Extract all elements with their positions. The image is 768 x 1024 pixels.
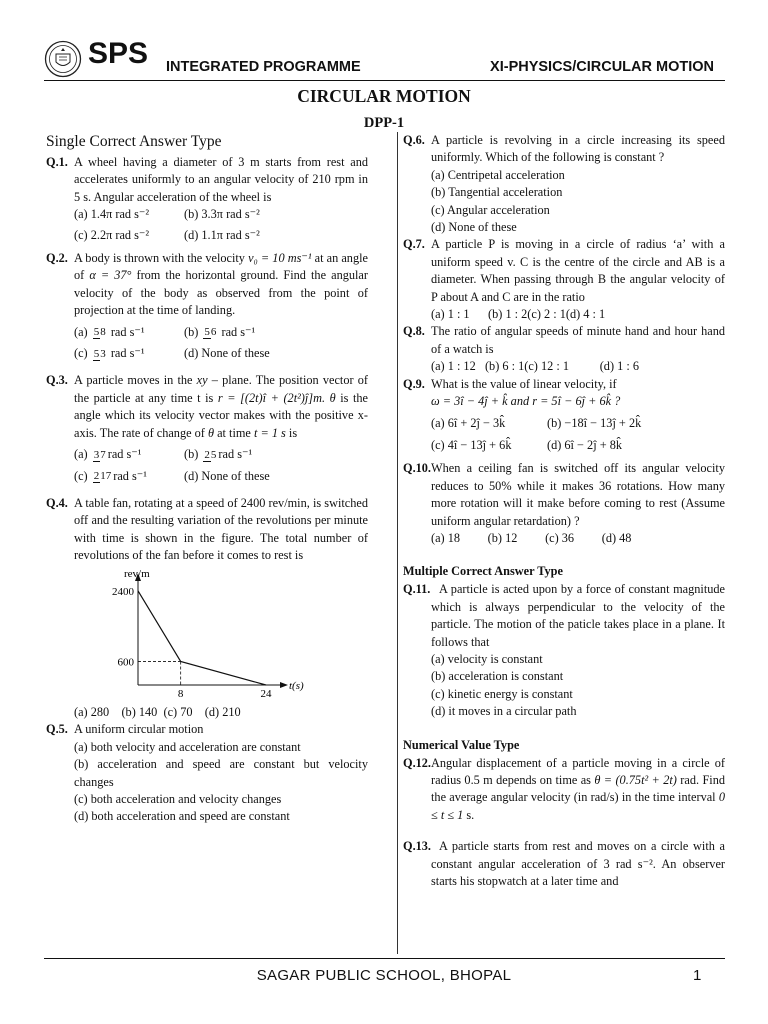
option-c: (c) 217 rad s⁻¹ [74, 468, 147, 483]
question-text: at time [214, 425, 254, 440]
question-number: Q.6. [403, 133, 425, 147]
question-text: A particle starts from rest and moves on a circle with a constant angular acceleration of 3 rad s⁻². An observer starts his stopwatch at a later time and [431, 839, 725, 889]
option-b: (b) acceleration is constant [431, 669, 564, 684]
brand-name: SPS [88, 37, 149, 70]
option-b: (b) 3.3π rad s⁻² [184, 207, 260, 222]
question-number: Q.10. [403, 461, 432, 476]
question-text: A particle P is moving in a circle of radius ‘a’ with a uniform speed v. C is the centre of the circle and AB is a diameter. When passing through B the angular velocity of P about A and C are in the ratio [431, 237, 725, 304]
options-q7 [403, 306, 725, 323]
option-a: (a) 1.4π rad s⁻² [74, 207, 150, 222]
option-a: (a) both velocity and acceleration are constant [74, 739, 301, 754]
option-a: (a) 58 rad s⁻¹ [74, 324, 145, 339]
option-d: (d) None of these [184, 468, 270, 483]
option-c: (c) kinetic energy is constant [431, 686, 573, 701]
section-heading-single: Single Correct Answer Type [46, 133, 222, 150]
question-text: Angular displacement of a particle moving in a circle of radius 0.5 m depends on time as [431, 755, 725, 787]
page-header [0, 0, 768, 92]
math-expression: xy [196, 373, 208, 388]
options-q2 [46, 324, 368, 363]
question-10 [403, 460, 725, 530]
subject-name: XI-PHYSICS/CIRCULAR MOTION [490, 59, 714, 75]
math-expression: v₀ = 10 ms⁻¹ [248, 251, 312, 266]
question-5 [46, 721, 368, 738]
school-crest-icon [44, 40, 82, 78]
question-text: is the angle which its velocity vector makes with the positive x-axis. The rate of change of [74, 390, 368, 440]
math-expression: θ = (0.75t² + 2t) [594, 773, 677, 787]
question-number: Q.3. [46, 373, 68, 388]
question-number: Q.13. [403, 839, 432, 854]
question-text: from the horizontal ground. Find the angular velocity of the body as observed from the point of projection at the time of landing. [74, 268, 368, 318]
question-7 [403, 236, 725, 306]
options-q4 [46, 704, 368, 721]
question-8 [403, 323, 725, 358]
question-number: Q.8. [403, 324, 425, 339]
option-d: (d) 6î − 2ĵ + 8k̂ [547, 437, 623, 452]
option-a: (a) Centripetal acceleration [431, 167, 565, 182]
options-q5 [46, 739, 368, 826]
option-d: (d) None of these [184, 346, 270, 361]
question-12 [403, 755, 725, 825]
option-a: (a) 6î + 2ĵ − 3k̂ [431, 415, 506, 430]
option-b: (b) Tangential acceleration [431, 185, 563, 200]
x-axis-label: t(s) [289, 679, 304, 692]
question-11 [403, 581, 725, 651]
option-c: (c) both acceleration and velocity changes [74, 791, 282, 806]
footer-divider [44, 958, 725, 959]
dpp-label: DPP-1 [363, 115, 405, 131]
option-b: (b) 25 rad s⁻¹ [184, 447, 253, 462]
right-column [403, 132, 725, 890]
options-q11 [403, 651, 725, 721]
x-tick-label: 8 [177, 687, 184, 699]
option-c: (c) 2.2π rad s⁻² [74, 227, 150, 242]
page-title: CIRCULAR MOTION [297, 86, 471, 106]
question-number: Q.12. [403, 755, 432, 770]
question-text: A particle is acted upon by a force of constant magnitude which is always perpendicular to the velocity of the particle. The motion of the paticle takes place in a plane. It follows that [431, 582, 725, 649]
question-text: What is the value of linear velocity, if [431, 376, 617, 391]
options-q1 [46, 206, 368, 244]
options-q3 [46, 446, 368, 485]
section-heading-numerical: Numerical Value Type [403, 737, 520, 752]
question-text: A body is thrown with the velocity [74, 251, 249, 266]
option-c: (c) 53 rad s⁻¹ [74, 346, 145, 361]
math-expression: ω = 3î − 4ĵ + k̂ and r = 5î − 6ĵ + 6k̂ ? [431, 394, 621, 409]
rpm-time-graph [86, 567, 306, 699]
question-number: Q.1. [46, 155, 68, 169]
y-tick-label: 2400 [112, 585, 134, 598]
question-1 [46, 154, 368, 206]
options-q8 [403, 358, 725, 375]
programme-name: INTEGRATED PROGRAMME [166, 59, 361, 75]
question-text: – plane. The position vector of the particle at any time t is [74, 373, 368, 405]
options-q9 [403, 393, 725, 454]
question-6 [403, 132, 725, 167]
footer-school-name: SAGAR PUBLIC SCHOOL, BHOPAL [256, 967, 512, 984]
options-line: (a) 1 : 12 (b) 6 : 1(c) 12 : 1 (d) 1 : 6 [431, 359, 639, 374]
math-expression: 0 ≤ t ≤ 1 [431, 790, 725, 822]
options-line: (a) 1 : 1 (b) 1 : 2(c) 2 : 1(d) 4 : 1 [431, 307, 606, 322]
question-4 [46, 495, 368, 565]
section-heading-multiple: Multiple Correct Answer Type [403, 564, 563, 579]
option-c: (c) 4î − 13ĵ + 6k̂ [431, 437, 512, 452]
question-text: at an angle of [74, 251, 368, 283]
series-line [138, 590, 266, 684]
options-line: (a) 18 (b) 12 (c) 36 (d) 48 [431, 530, 632, 545]
column-divider [397, 132, 398, 954]
page-number: 1 [693, 967, 702, 984]
x-tick-label: 24 [260, 687, 272, 699]
question-text: A wheel having a diameter of 3 m starts from rest and accelerates uniformly to an angular velocity of 210 rpm in 5 s. Angular acceleration of the wheel is [74, 155, 368, 204]
question-number: Q.5. [46, 722, 68, 737]
math-expression: θ [207, 425, 215, 440]
option-a: (a) velocity is constant [431, 651, 543, 666]
question-text: A particle moves in the [74, 373, 197, 388]
options-line: (a) 280 (b) 140 (c) 70 (d) 210 [74, 704, 241, 719]
question-text: A particle is revolving in a circle increasing its speed uniformly. Which of the following is constant ? [431, 133, 725, 165]
options-q6 [403, 167, 725, 237]
question-text: When a ceiling fan is switched off its angular velocity reduces to 50% while it makes 36 rotations. How many more rotation will it make before coming to rest (Assume uniform angular retardation) ? [431, 461, 725, 528]
left-column [46, 132, 368, 826]
option-b: (b) −18î − 13ĵ + 2k̂ [547, 415, 642, 430]
header-divider [44, 80, 725, 81]
option-a: (a) 37 rad s⁻¹ [74, 447, 142, 462]
question-text: A uniform circular motion [74, 722, 204, 737]
question-number: Q.7. [403, 237, 425, 252]
option-d: (d) 1.1π rad s⁻² [184, 227, 260, 242]
option-d: (d) both acceleration and speed are constant [74, 809, 290, 824]
question-9 [403, 376, 725, 393]
option-c: (c) Angular acceleration [431, 202, 550, 217]
question-number: Q.9. [403, 376, 425, 391]
options-q10 [403, 530, 725, 547]
option-b: (b) 56 rad s⁻¹ [184, 324, 256, 339]
option-d: (d) None of these [431, 220, 517, 235]
question-13 [403, 838, 725, 890]
math-expression: t = 1 s [253, 425, 286, 440]
question-number: Q.11. [403, 582, 431, 597]
question-text: A table fan, rotating at a speed of 2400 rev/min, is switched off and the resulting variation of the revolutions per minute with time is shown in the figure. The total number of revolutions of the fan before it comes to rest is [74, 495, 368, 563]
question-2 [46, 250, 368, 320]
question-text: s. [463, 807, 475, 822]
y-axis-label: rev/m [124, 567, 150, 580]
question-number: Q.4. [46, 495, 68, 510]
question-number: Q.2. [46, 251, 68, 266]
math-expression: α = 37° [89, 268, 132, 283]
question-text: is [285, 425, 298, 440]
x-axis-arrow [280, 682, 288, 688]
question-text: The ratio of angular speeds of minute hand and hour hand of a watch is [431, 324, 725, 356]
question-text: rad. Find the average angular velocity (in rad/s) in the time interval [431, 773, 725, 805]
question-3 [46, 372, 368, 442]
option-d: (d) it moves in a circular path [431, 704, 577, 719]
option-b: (b) acceleration and speed are constant but velocity changes [74, 757, 368, 789]
math-expression: r = [(2t)î + (2t²)ĵ]m. θ [217, 390, 336, 405]
y-tick-label: 600 [117, 655, 134, 668]
